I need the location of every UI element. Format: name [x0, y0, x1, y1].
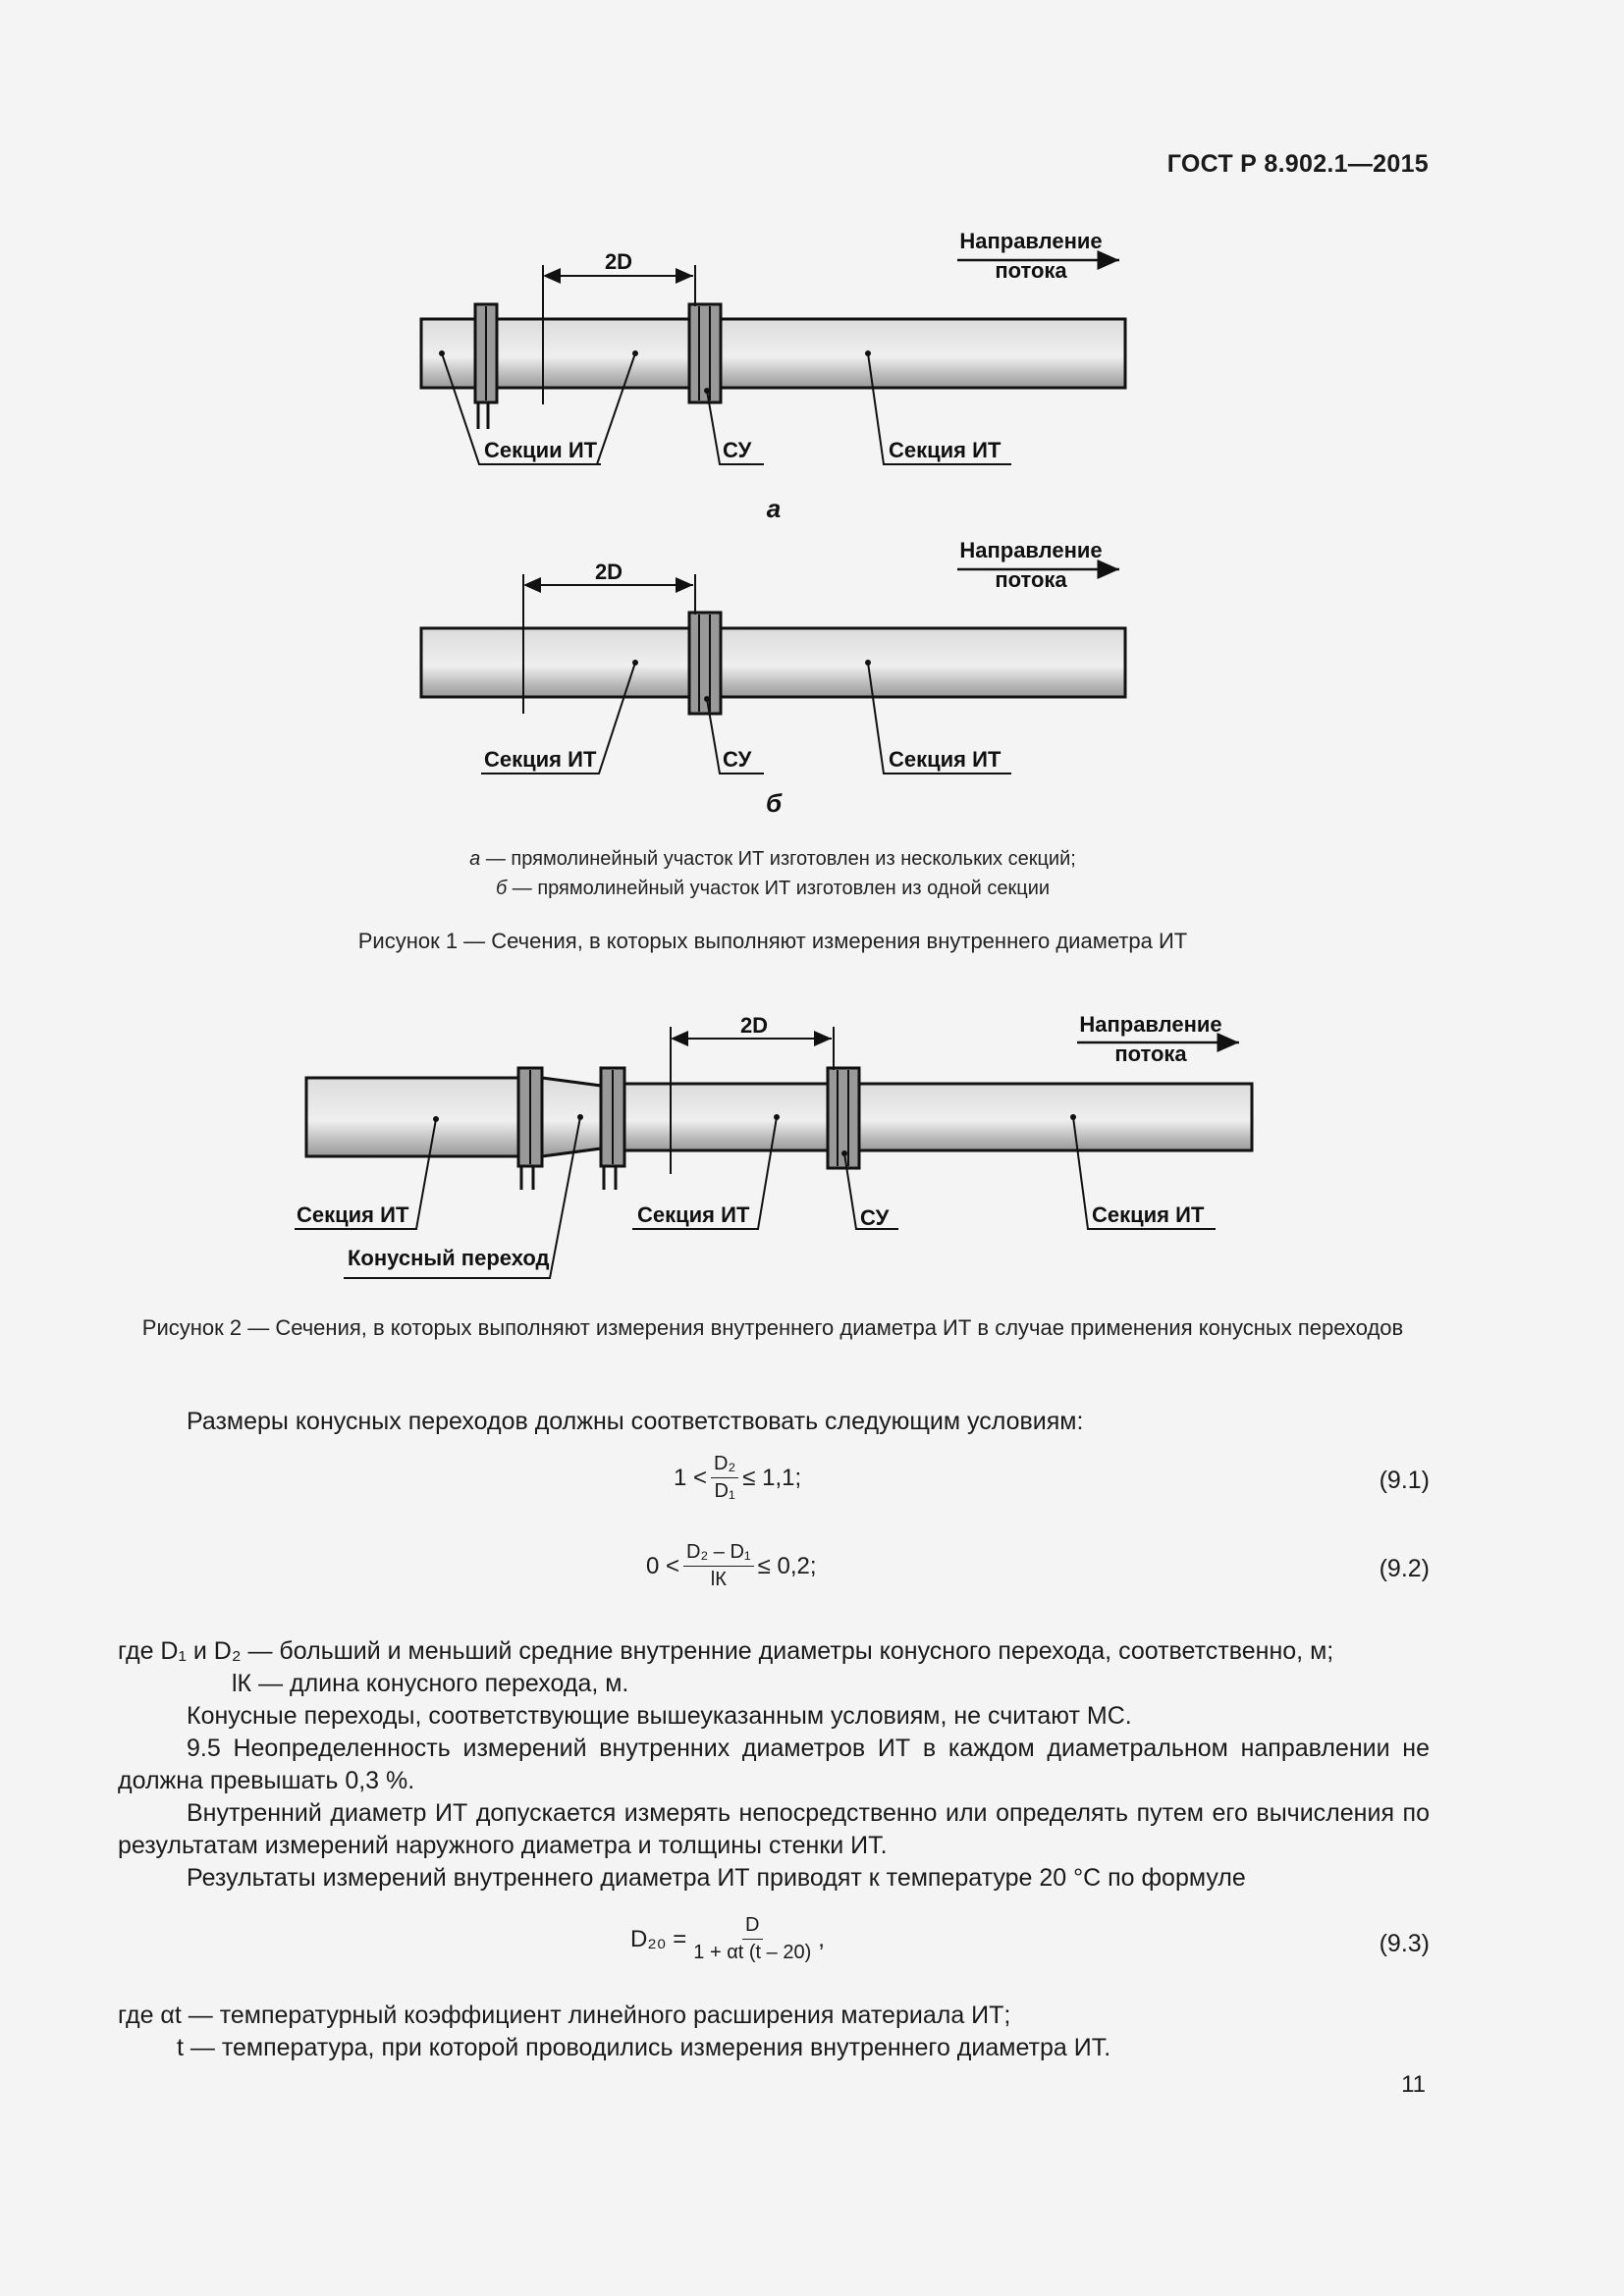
label-sections: Секции ИТ [484, 438, 598, 462]
cone-transition [542, 1078, 601, 1156]
figure-1-panel-b [421, 538, 1125, 818]
label-section: Секция ИТ [889, 438, 1001, 462]
paragraph-cone-not-ms: Конусные переходы, соответствующие вышеуказанным условиям, не считают МС. [187, 1702, 1132, 1730]
flow-direction-label: Направление [959, 229, 1103, 253]
equation-9-3: D₂₀ = $\frac{D}{1 + \alpha t (t - 20)}$ , (9.3) [630, 1914, 1430, 1963]
flow-direction-label: Направление [959, 538, 1103, 562]
flange-cone-right [601, 1068, 624, 1190]
figure-1-legend [0, 844, 1545, 903]
flow-direction-label-2: потока [1114, 1041, 1187, 1066]
equation-9-2: 0 < $\frac{\text{D₂ – D₁}}{lК}$ ≤ 0,2; (9.2) [646, 1541, 1430, 1590]
figure-1-caption: Рисунок 1 — Сечения, в которых выполняют измерения внутреннего диаметра ИТ [357, 929, 1188, 953]
flow-direction-label-2: потока [995, 567, 1067, 592]
legend-line-b: б — прямолинейный участок ИТ изготовлен из одной секции [495, 878, 1051, 899]
document-header: ГОСТ Р 8.902.1—2015 [1166, 150, 1429, 178]
panel-letter-b: б [765, 788, 783, 818]
label-su: СУ [860, 1205, 890, 1230]
dimension-label: 2D [594, 560, 623, 584]
label-cone: Конусный переход [348, 1246, 550, 1270]
label-su: СУ [723, 438, 752, 462]
dimension-label: 2D [604, 249, 633, 274]
paragraph-inner-diameter: Внутренний диаметр ИТ допускается измерять непосредственно или определять путем его вычисления по результатам измерений наружного диаметра и толщины стенки ИТ. [118, 1799, 1430, 1859]
label-section-3: Секция ИТ [1092, 1202, 1205, 1227]
label-section-right: Секция ИТ [889, 747, 1001, 772]
flow-device-su [689, 304, 721, 402]
flange-cone-left [518, 1068, 542, 1190]
figure-1-panel-a [421, 229, 1125, 523]
figure-1 [0, 0, 1624, 883]
figure-2 [0, 982, 1624, 1296]
flange-left [475, 304, 497, 429]
where-clause-1: где D₁ и D₂ — больший и меньший средние внутренние диаметры конусного перехода, соответственно, м; lК — длина конусного перехода, м. [118, 1637, 1334, 1697]
paragraph-temperature: Результаты измерений внутреннего диаметра ИТ приводят к температуре 20 °С по формуле [187, 1864, 1246, 1892]
legend-line-a: а — прямолинейный участок ИТ изготовлен из нескольких секций; [469, 848, 1076, 870]
label-section-left: Секция ИТ [484, 747, 597, 772]
dimension-label: 2D [739, 1013, 769, 1038]
label-su: СУ [723, 747, 752, 772]
flow-direction-label: Направление [1079, 1012, 1222, 1037]
label-section-2: Секция ИТ [637, 1202, 750, 1227]
flow-direction-label-2: потока [995, 258, 1067, 283]
figure-2-caption: Рисунок 2 — Сечения, в которых выполняют измерения внутреннего диаметра ИТ в случае применения конусных переходов [141, 1315, 1404, 1340]
label-section-1: Секция ИТ [297, 1202, 409, 1227]
equation-9-1: 1 < $\frac{\text{D₂}}{\text{D₁}}$ ≤ 1,1; (9.1) [674, 1453, 1430, 1502]
page-number: 11 [1401, 2071, 1426, 2098]
where-clause-2: где αt — температурный коэффициент линейного расширения материала ИТ; t — температура, при которой проводились измерения внутреннего диаметра ИТ. [118, 2002, 1111, 2061]
paragraph-9-5: 9.5 Неопределенность измерений внутренних диаметров ИТ в каждом диаметральном направлении не должна превышать 0,3 %. [118, 1735, 1430, 1794]
paragraph-cone-sizes: Размеры конусных переходов должны соответствовать следующим условиям: [187, 1408, 1084, 1435]
panel-letter-a: а [766, 494, 782, 523]
